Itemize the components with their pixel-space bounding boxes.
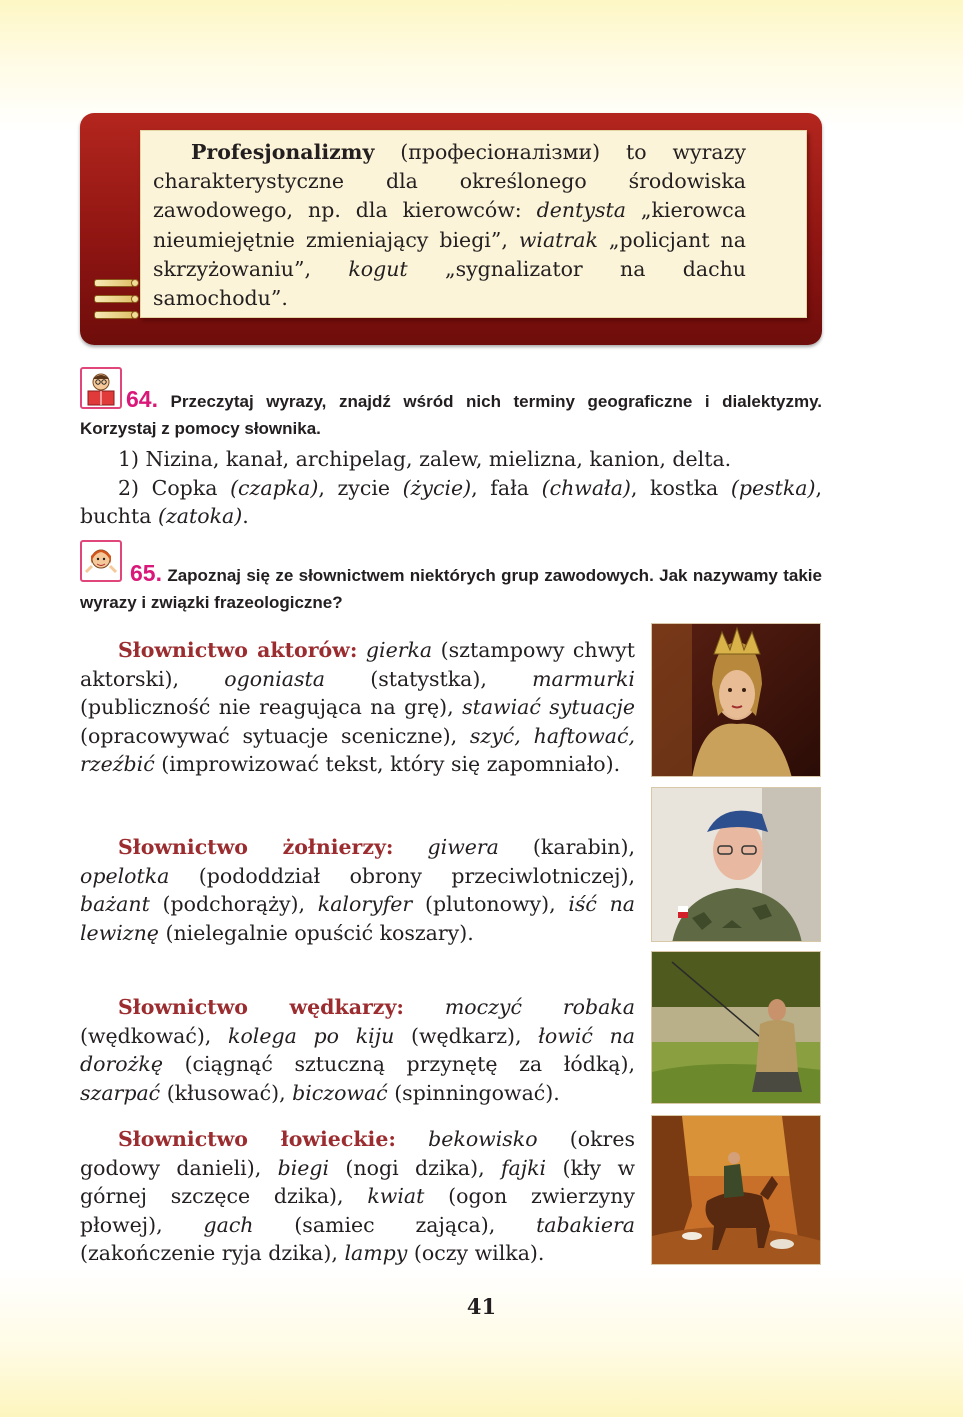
exercise-65-task: 65. Zapoznaj się ze słownictwem niektórych grup zawodowych. Jak nazywamy takie wyrazy i związki frazeologiczne? <box>80 560 822 612</box>
vocab-hunters: Słownictwo łowieckie: bekowisko (okres godowy danieli), biegi (nogi dzika), fajki (kły w górnej szczęce dzika), kwiat (ogon zwierzyny płowej), gach (samiec zająca), tabakiera (zakończenie ryja dzika), lampy (oczy wilka). <box>80 1127 635 1265</box>
exercise-64-task: 64. Przeczytaj wyrazy, znajdź wśród nich terminy geograficzne i dialektyzmy. Korzystaj z pomocy słownika. <box>80 386 822 438</box>
exercise-65-number: 65. <box>130 560 162 586</box>
vocab-soldiers-heading: Słownictwo żołnierzy: <box>118 835 394 859</box>
page-number: 41 <box>466 1294 497 1319</box>
vocab-actors-heading: Słownictwo aktorów: <box>118 638 358 662</box>
pin-decoration <box>94 279 134 327</box>
exercise-64-content <box>80 445 822 531</box>
vocab-anglers: Słownictwo wędkarzy: moczyć robaka (wędkować), kolega po kiju (wędkarz), łowić na dorożkę (ciągnąć sztuczną przynętę za łódką), szarpać (kłusować), biczować (spinningować). <box>80 995 635 1105</box>
vocab-hunters-heading: Słownictwo łowieckie: <box>118 1127 396 1151</box>
actress-photo <box>651 623 821 777</box>
exercise-64-line-2: 2) Copka (czapka), zycie (życie), fała (chwała), kostka (pestka), buchta (zatoka). <box>80 475 823 528</box>
exercise-64-line-1: 1) Nizina, kanał, archipelag, zalew, mielizna, kanion, delta. <box>118 447 732 471</box>
hunter-painting <box>651 1115 821 1265</box>
exercise-64-number: 64. <box>126 386 158 412</box>
vocab-soldiers: Słownictwo żołnierzy: giwera (karabin), opelotka (pododdział obrony przeciwlotniczej), bażant (podchorąży), kaloryfer (plutonowy), iść na lewiznę (nielegalnie opuścić koszary). <box>80 835 636 945</box>
angler-photo <box>651 951 821 1104</box>
definition-text: Profesjonalizmy (професіоналізми) to wyrazy charakterystyczne dla określonego środowiska zawodowego, np. dla kierowców: dentysta „kierowca nieumiejętnie zmieniający biegi”, wiatrak „policjant na skrzyżowaniu”, kogut „sygnalizator na dachu samochodu”. <box>153 140 747 311</box>
vocab-actors: Słownictwo aktorów: gierka (sztampowy chwyt aktorski), ogoniasta (statystka), marmurki (publiczność nie reagująca na grę), stawiać sytuacje (opracowywać sytuacje sceniczne), szyć, haftować, rzeźbić (improwizować tekst, który się zapomniało). <box>80 638 635 776</box>
vocab-anglers-heading: Słownictwo wędkarzy: <box>118 995 404 1019</box>
soldier-photo <box>651 787 821 942</box>
definition-term: Profesjonalizmy <box>191 140 375 164</box>
